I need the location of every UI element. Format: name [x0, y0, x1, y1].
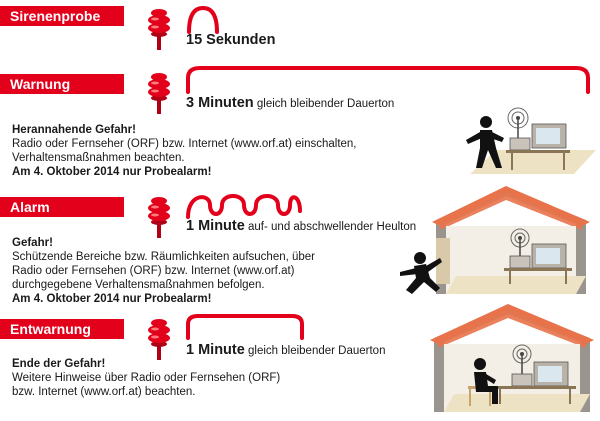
scene-listening — [456, 100, 600, 180]
duration-sirenenprobe: 15 Sekunden — [186, 32, 276, 48]
warnung-heading: Herannahende Gefahr! — [12, 124, 136, 136]
scene-house-alarm — [396, 186, 600, 304]
sound-wave-icon — [184, 62, 594, 94]
duration-warnung: 3 Minuten gleich bleibender Dauerton — [186, 95, 395, 111]
warnung-notice: Am 4. Oktober 2014 nur Probealarm! — [12, 166, 212, 178]
radio-icon — [510, 138, 530, 150]
alarm-notice: Am 4. Oktober 2014 nur Probealarm! — [12, 293, 212, 305]
siren-icon — [144, 8, 174, 50]
alarm-line: Radio oder Fernsehen (ORF) bzw. Internet (www.orf.at) — [12, 265, 295, 277]
entwarnung-line: bzw. Internet (www.orf.at) beachten. — [12, 386, 196, 398]
alarm-heading: Gefahr! — [12, 237, 53, 249]
siren-icon — [144, 72, 174, 114]
entwarnung-line: Weitere Hinweise über Radio oder Fernsehen (ORF) — [12, 372, 281, 384]
person-icon — [400, 252, 442, 294]
section-label-entwarnung: Entwarnung — [0, 319, 124, 339]
warnung-text — [12, 123, 357, 179]
alarm-text — [12, 236, 315, 306]
sound-wave-icon — [184, 191, 304, 221]
alarm-line: Schützende Bereiche bzw. Räumlichkeiten aufsuchen, über — [12, 251, 316, 263]
section-label-warnung: Warnung — [0, 74, 124, 94]
radio-icon — [512, 374, 532, 386]
siren-icon — [144, 196, 174, 238]
duration-alarm: 1 Minute auf- und abschwellender Heulton — [186, 218, 417, 234]
warnung-line: Verhaltensmaßnahmen beachten. — [12, 152, 185, 164]
sound-wave-icon — [184, 310, 308, 340]
sound-wave-icon — [186, 4, 220, 34]
duration-entwarnung: 1 Minute gleich bleibender Dauerton — [186, 342, 386, 358]
entwarnung-heading: Ende der Gefahr! — [12, 358, 106, 370]
entwarnung-text — [12, 357, 280, 399]
section-label-sirenenprobe: Sirenenprobe — [0, 6, 124, 26]
siren-icon — [144, 318, 174, 360]
radio-icon — [510, 256, 530, 268]
warnung-line: Radio oder Fernseher (ORF) bzw. Internet (www.orf.at) einschalten, — [12, 138, 357, 150]
antenna-icon — [508, 108, 528, 138]
section-label-alarm: Alarm — [0, 197, 124, 217]
alarm-line: durchgegebene Verhaltensmaßnahmen befolgen. — [12, 279, 265, 291]
scene-house-safe — [424, 304, 600, 418]
